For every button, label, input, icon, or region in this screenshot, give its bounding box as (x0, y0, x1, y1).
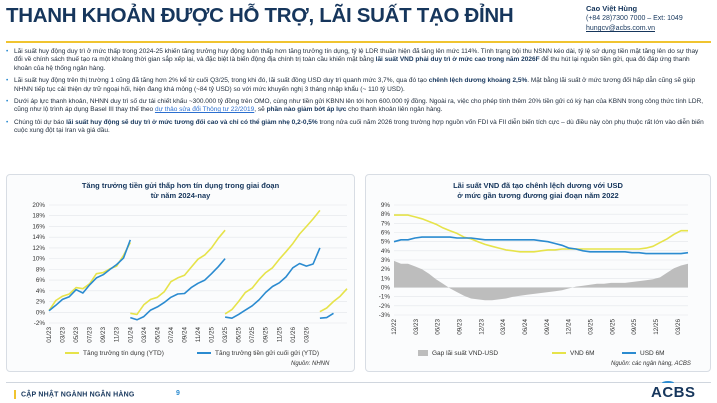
y-tick-label: -2% (378, 302, 390, 310)
x-tick-label: 07/23 (86, 327, 94, 343)
y-tick-label: 4% (35, 287, 45, 295)
credit-deposit-chart-panel (6, 174, 355, 372)
legend-gap-swatch (418, 350, 428, 356)
deposit-growth-line (320, 313, 334, 318)
bullet-text: . Mặt bằng lãi suất ở mức tương đối hấp dẫn cũng sẽ giúp NHNN tiếp tục cải thiện dự trữ ngoại hối, hiện đang khá mỏng (~84 tỷ USD) so với mức khuyến nghị 3 tháng nhập khẩu (~ 110 tỷ USD). (14, 77, 696, 93)
rate-gap-chart-title-line1: Lãi suất VND đã tạo chênh lệch dương với USD (453, 181, 623, 190)
x-tick-label: 12/22 (391, 319, 398, 335)
legend-vnd (552, 350, 595, 357)
x-tick-label: 03/25 (222, 327, 230, 343)
bullet-dot-icon: • (6, 118, 9, 126)
bullet-dot-icon: • (6, 48, 9, 55)
legend-gap (418, 350, 498, 357)
x-tick-label: 06/25 (609, 319, 617, 335)
credit-growth-line (320, 289, 347, 312)
page-title: THANH KHOẢN ĐƯỢC HỖ TRỢ, LÃI SUẤT TẠO ĐỈNH (6, 4, 514, 27)
x-tick-label: 03/23 (59, 327, 67, 343)
y-tick-label: 4% (380, 247, 390, 255)
x-tick-label: 05/25 (235, 327, 243, 343)
legend-deposit (197, 350, 319, 357)
author-block (586, 4, 683, 34)
y-tick-label: 0% (35, 309, 45, 317)
x-tick-label: 09/23 (456, 319, 464, 335)
x-tick-label: 09/24 (181, 327, 189, 343)
y-tick-label: 10% (32, 255, 45, 263)
bullet-text: trong nửa cuối năm 2026 trong trường hợp nguồn vốn FDI và FII diễn biến tích cực – dù điều này còn phụ thuộc rất lớn vào diễn biến cuộc xung đột tại Iran và giá dầu. (14, 118, 704, 135)
y-tick-label: 18% (32, 212, 45, 220)
x-tick-label: 03/23 (412, 319, 420, 335)
y-tick-label: 2% (35, 298, 45, 306)
legend-deposit-label: Tăng trưởng tiền gửi cuối gửi (YTD) (215, 350, 320, 357)
y-tick-label: 8% (380, 211, 390, 219)
bullet-text: Lãi suất huy động duy trì ở mức thấp trong 2024-25 khiến tăng trưởng huy động luôn thấp hơn tăng trưởng tín dụng, tỷ lệ LDR thuần hiện đã tăng lên mức 114%. Tình trạng bội thu NSNN kéo dài, tỷ lệ sử dụng tiền mặt tăng lên do sự thay đổi về chính sách thuế tạo ra một khoảng thời gian sắp xếp lại, và đặc biệt là biến động địa chính trị toàn cầu khiến mặt bằng (14, 48, 699, 64)
y-tick-label: 6% (35, 277, 45, 285)
y-tick-label: 20% (32, 202, 45, 209)
bullet-text: Dưới áp lực thanh khoản, NHNN duy trì số dư tái chiết khấu ~300.000 tỷ đồng trên OMO, cùng như tiền gửi KBNN lên tới hơn 600.000 tỷ đồng. Ngoài ra, việc cho phép tính thêm 20% tiền gửi có kỳ hạn của KBNN trong công thức tính LDR, cũng như lộ trình áp dụng Basel III thay thế theo (14, 98, 704, 114)
bullet-emphasis: lãi suất huy động sẽ duy trì ở mức tương đối cao và chỉ có thể giảm nhẹ 0,2-0,5% (66, 118, 318, 126)
x-tick-label: 07/24 (167, 327, 175, 343)
footer-accent-bar (14, 390, 16, 399)
rate-gap-chart (366, 175, 712, 373)
y-tick-label: 16% (32, 223, 45, 231)
x-tick-label: 11/25 (276, 327, 284, 343)
x-tick-label: 01/26 (289, 327, 297, 343)
bullet-emphasis: phần nào giảm bớt áp lực (266, 106, 347, 114)
y-tick-label: 8% (35, 266, 45, 274)
legend-credit-label: Tăng trưởng tín dụng (YTD) (83, 350, 164, 357)
x-tick-label: 03/26 (303, 327, 311, 343)
rate-gap-source: Nguồn: các ngân hàng, ACBS (611, 361, 691, 367)
bullet-text: cho thanh khoản liên ngân hàng. (346, 106, 443, 114)
rate-gap-chart-title-line2: ở mức gần tương đương giai đoạn năm 2022 (457, 191, 619, 200)
x-tick-label: 12/24 (565, 319, 573, 335)
legend-vnd-swatch (552, 352, 566, 354)
x-tick-label: 06/24 (522, 319, 530, 335)
x-tick-label: 09/24 (543, 319, 551, 335)
deposit-growth-line (49, 240, 130, 311)
bullet-text: để thu hút lại nguồn tiền gửi, qua đó đáp ứng thanh khoản của hệ thống ngân hàng. (14, 56, 690, 72)
x-tick-label: 01/23 (46, 327, 53, 343)
x-tick-label: 07/25 (249, 327, 257, 343)
legend-usd-swatch (622, 352, 636, 354)
y-tick-label: 14% (32, 234, 45, 242)
credit-growth-line (225, 210, 320, 314)
footer-section (14, 390, 135, 399)
deposit-growth-line (130, 259, 225, 320)
credit-deposit-chart-title-line1: Tăng trưởng tiền gửi thấp hơn tín dụng trong giai đoạn (81, 181, 280, 190)
y-tick-label: 6% (380, 229, 390, 237)
header-divider (6, 41, 711, 43)
bullet-paragraph (6, 77, 708, 94)
y-tick-label: 3% (380, 257, 390, 264)
y-tick-label: 7% (380, 220, 390, 228)
legend-credit (65, 350, 164, 357)
bullet-text: Chúng tôi dự báo (14, 118, 67, 126)
x-tick-label: 05/23 (73, 327, 81, 343)
bullet-dot-icon: • (6, 77, 9, 85)
credit-deposit-chart (7, 175, 356, 373)
x-tick-label: 03/24 (500, 319, 508, 335)
bullet-paragraph (6, 98, 708, 115)
x-tick-label: 03/26 (674, 319, 682, 335)
legend-gap-label: Gap lãi suất VND-USD (432, 350, 499, 357)
x-tick-label: 03/25 (587, 319, 595, 335)
x-tick-label: 03/24 (140, 327, 148, 343)
page-number: 9 (176, 390, 180, 397)
y-tick-label: 1% (380, 275, 390, 283)
x-tick-label: 06/23 (434, 319, 442, 335)
circular-link[interactable]: dự thảo sửa đổi Thông tư 22/2019 (154, 106, 255, 114)
bullet-paragraph (6, 48, 708, 73)
y-tick-label: 0% (380, 284, 390, 292)
author-email-link[interactable]: hungcv@acbs.com.vn (586, 25, 655, 32)
bullet-dot-icon: • (6, 98, 9, 106)
y-tick-label: 5% (380, 238, 390, 246)
logo-swoosh (662, 381, 674, 385)
y-tick-label: 12% (32, 244, 45, 252)
y-tick-label: -3% (378, 312, 390, 319)
footer-section-label: CẬP NHẬT NGÀNH NGÂN HÀNG (21, 391, 135, 399)
x-tick-label: 11/23 (113, 327, 121, 343)
x-tick-label: 09/23 (100, 327, 108, 343)
legend-credit-swatch (65, 352, 79, 354)
x-tick-label: 05/24 (154, 327, 162, 343)
legend-usd (622, 350, 665, 357)
x-tick-label: 12/23 (478, 319, 486, 335)
bullet-text: Lãi suất huy động trên thị trường 1 cũng đã tăng hơn 2% kể từ cuối Q3/25, trong khi đó, lãi suất đồng USD duy trì quanh mức 3,7%, qua đó tạo (14, 77, 429, 85)
vnd-6m-line (394, 215, 688, 252)
x-tick-label: 09/25 (262, 327, 270, 343)
bullet-emphasis: chênh lệch dương khoảng 2,5% (428, 77, 528, 85)
rate-gap-chart-panel (365, 174, 711, 372)
y-tick-label: -2% (33, 320, 45, 327)
x-tick-label: 11/24 (195, 327, 202, 343)
y-tick-label: -1% (378, 293, 390, 301)
x-tick-label: 09/25 (631, 319, 639, 335)
legend-vnd-label: VND 6M (570, 350, 595, 357)
author-phone: (+84 28)7300 7000 – Ext: 1049 (586, 15, 683, 22)
x-tick-label: 01/25 (208, 327, 216, 343)
acbs-logo (651, 384, 696, 401)
footer-divider (6, 382, 711, 383)
credit-deposit-source: Nguồn: NHNN (291, 361, 330, 367)
bullet-text: , sẽ (254, 106, 267, 114)
rate-gap-area (394, 261, 688, 300)
y-tick-label: 2% (380, 266, 390, 274)
y-tick-label: 9% (380, 202, 390, 209)
x-tick-label: 12/25 (653, 319, 661, 335)
legend-usd-label: USD 6M (640, 350, 665, 357)
credit-deposit-chart-title-line2: từ năm 2024-nay (150, 191, 211, 200)
legend-deposit-swatch (197, 352, 211, 354)
bullet-paragraph (6, 119, 708, 136)
logo-text: ACBS (651, 384, 696, 401)
x-tick-label: 01/24 (127, 327, 135, 343)
bullet-list (6, 48, 708, 140)
author-name: Cao Việt Hùng (586, 4, 638, 13)
bullet-emphasis: lãi suất VND phải duy trì ở mức cao trong năm 2026F (375, 56, 540, 64)
